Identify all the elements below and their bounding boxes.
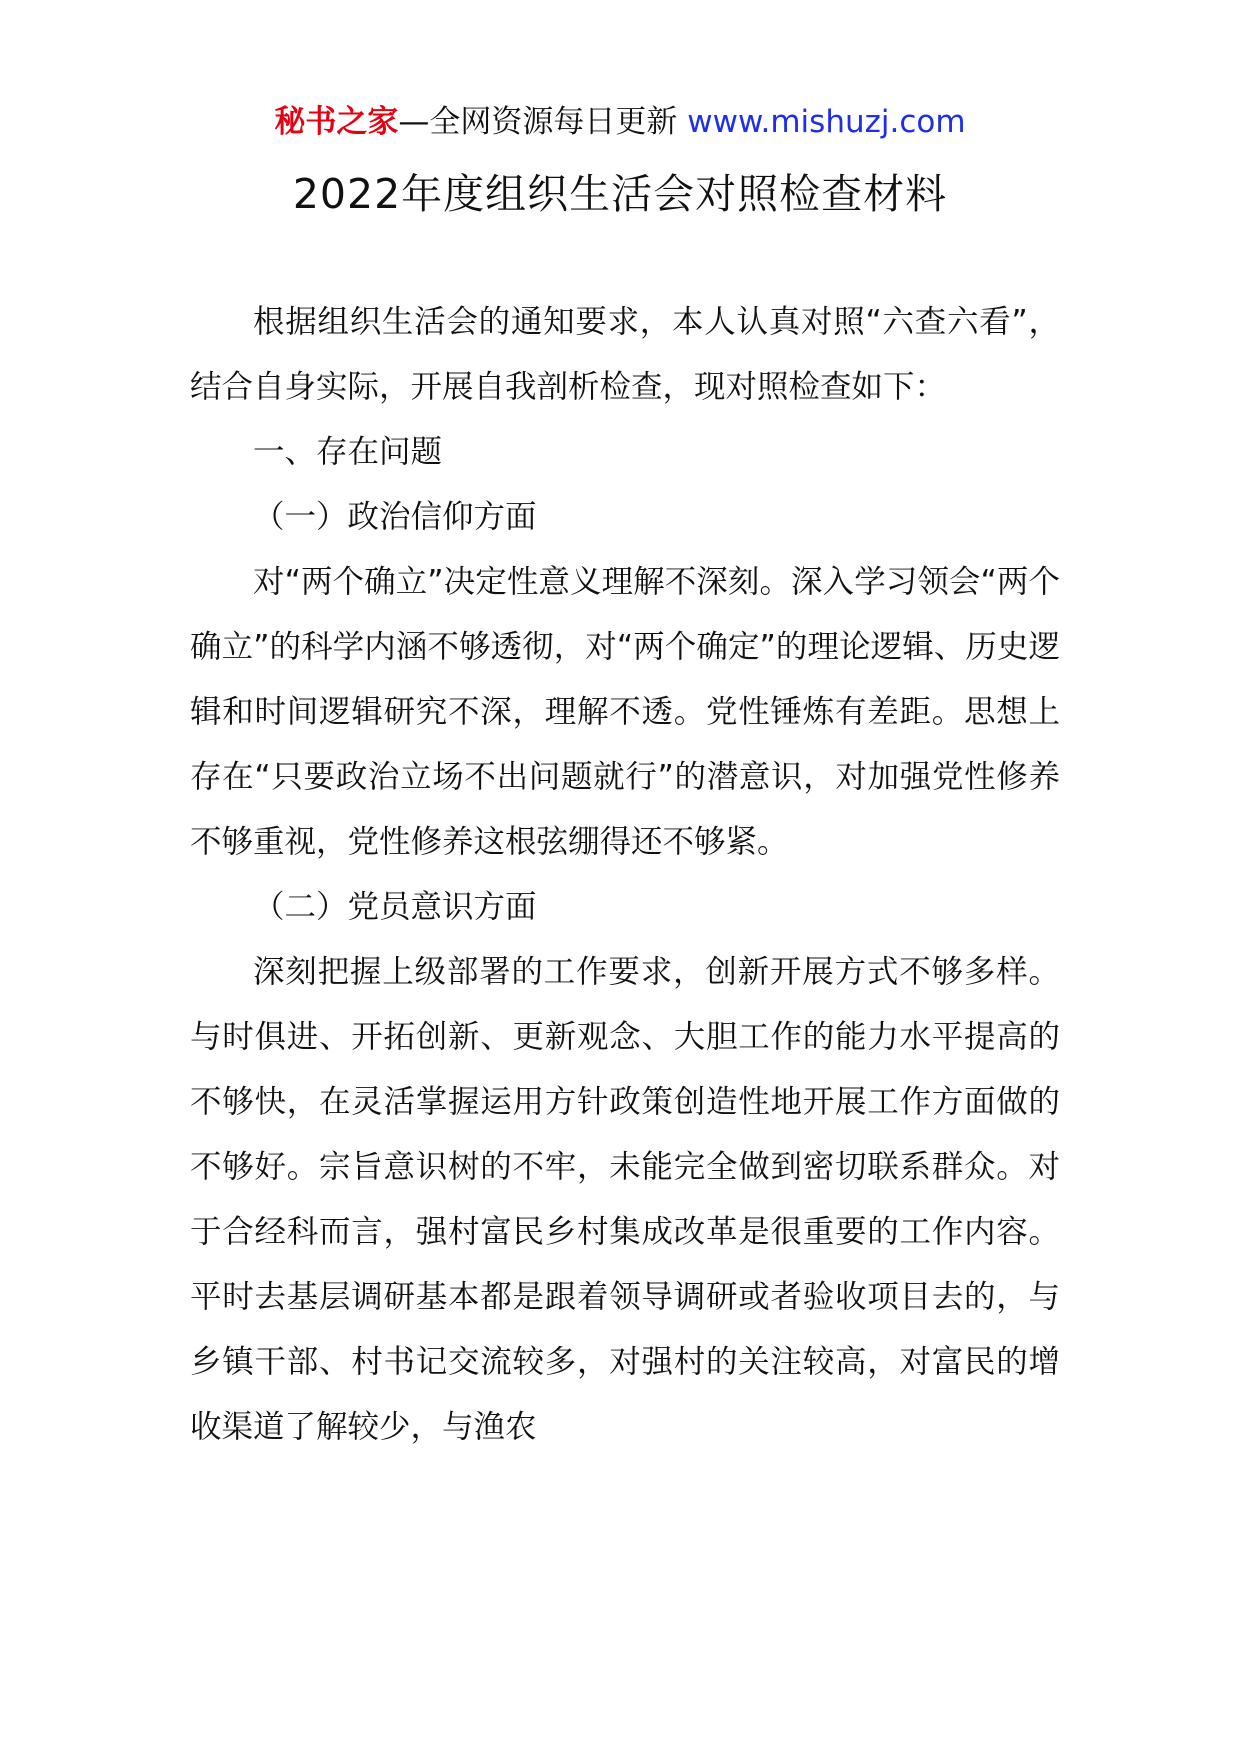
section-heading-problems: 一、存在问题 [253,434,443,470]
site-tagline: —全网资源每日更新 [398,104,678,140]
site-url-link[interactable]: www.mishuzj.com [687,104,966,140]
political-belief-paragraph: 对“两个确立”决定性意义理解不深刻。深入学习领会“两个确立”的科学内涵不够透彻，对“两个确定”的理论逻辑、历史逻辑和时间逻辑研究不深，理解不透。党性锤炼有差距。思想上存在“只要政治立场不出问题就行”的潜意识，对加强党性修养不够重视，党性修养这根弦绷得还不够紧。 [190,564,1060,860]
subsection-heading-party-awareness: （二）党员意识方面 [253,889,537,925]
party-awareness-paragraph: 深刻把握上级部署的工作要求，创新开展方式不够多样。与时俱进、开拓创新、更新观念、大胆工作的能力水平提高的不够快，在灵活掌握运用方针政策创造性地开展工作方面做的不够好。宗旨意识树的不牢，未能完全做到密切联系群众。对于合经科而言，强村富民乡村集成改革是很重要的工作内容。平时去基层调研基本都是跟着领导调研或者验收项目去的，与乡镇干部、村书记交流较多，对强村的关注较高，对富民的增收渠道了解较少，与渔农 [190,954,1060,1445]
intro-paragraph: 根据组织生活会的通知要求，本人认真对照“六查六看”，结合自身实际，开展自我剖析检查，现对照检查如下： [190,304,1060,405]
site-header [0,100,1240,144]
document-body [190,290,1060,1460]
site-brand: 秘书之家 [274,104,399,140]
subsection-heading-political-belief: （一）政治信仰方面 [253,499,537,535]
document-title: 2022年度组织生活会对照检查材料 [292,170,948,218]
